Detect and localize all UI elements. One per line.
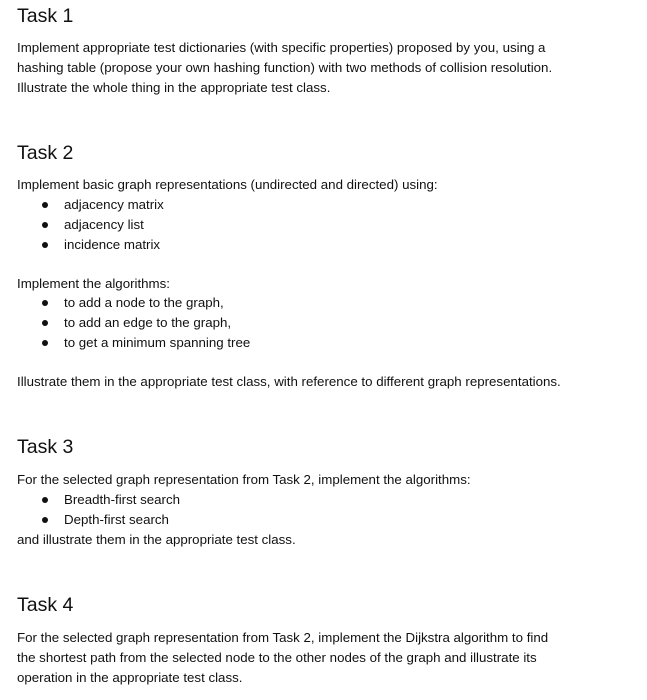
task1-line-3: Illustrate the whole thing in the appropriate test class. [17,80,331,95]
list-item [17,510,180,530]
list-item [17,215,164,235]
task4-line-3: operation in the appropriate test class. [17,670,243,685]
task3-outro: and illustrate them in the appropriate test class. [17,532,296,547]
task2-intro: Implement basic graph representations (undirected and directed) using: [17,177,438,192]
task1-line-2: hashing table (propose your own hashing function) with two methods of collision resolution. [17,60,553,75]
list-item [17,293,250,313]
task1-line-1: Implement appropriate test dictionaries (with specific properties) proposed by you, using a [17,40,546,55]
task4-line-2: the shortest path from the selected node to the other nodes of the graph and illustrate its [17,650,537,665]
bullet-icon [42,242,48,248]
bullet-icon [42,222,48,228]
task3-algorithms-list [17,490,180,530]
list-item-text: to get a minimum spanning tree [64,335,251,350]
task2-title: Task 2 [17,142,74,164]
bullet-icon [42,517,48,523]
list-item-text: Breadth-first search [64,492,181,507]
list-item-text: to add a node to the graph, [64,295,224,310]
list-item-text: to add an edge to the graph, [64,315,232,330]
list-item-text: Depth-first search [64,512,169,527]
list-item [17,313,250,333]
task2-algorithms-intro: Implement the algorithms: [17,276,170,291]
bullet-icon [42,497,48,503]
list-item-text: adjacency list [64,217,144,232]
bullet-icon [42,340,48,346]
task2-outro: Illustrate them in the appropriate test class, with reference to different graph representations. [17,374,561,389]
task4-line-1: For the selected graph representation from Task 2, implement the Dijkstra algorithm to find [17,630,549,645]
list-item-text: incidence matrix [64,237,161,252]
bullet-icon [42,320,48,326]
list-item [17,235,164,255]
task4-description [17,628,637,688]
bullet-icon [42,202,48,208]
task4-title: Task 4 [17,594,74,616]
task1-description [17,38,637,98]
task3-title: Task 3 [17,436,74,458]
list-item [17,333,250,353]
bullet-icon [42,300,48,306]
list-item-text: adjacency matrix [64,197,164,212]
task3-intro: For the selected graph representation from Task 2, implement the algorithms: [17,472,471,487]
task1-title: Task 1 [17,5,74,27]
list-item [17,490,180,510]
list-item [17,195,164,215]
task2-algorithms-list [17,293,250,353]
task2-representations-list [17,195,164,255]
